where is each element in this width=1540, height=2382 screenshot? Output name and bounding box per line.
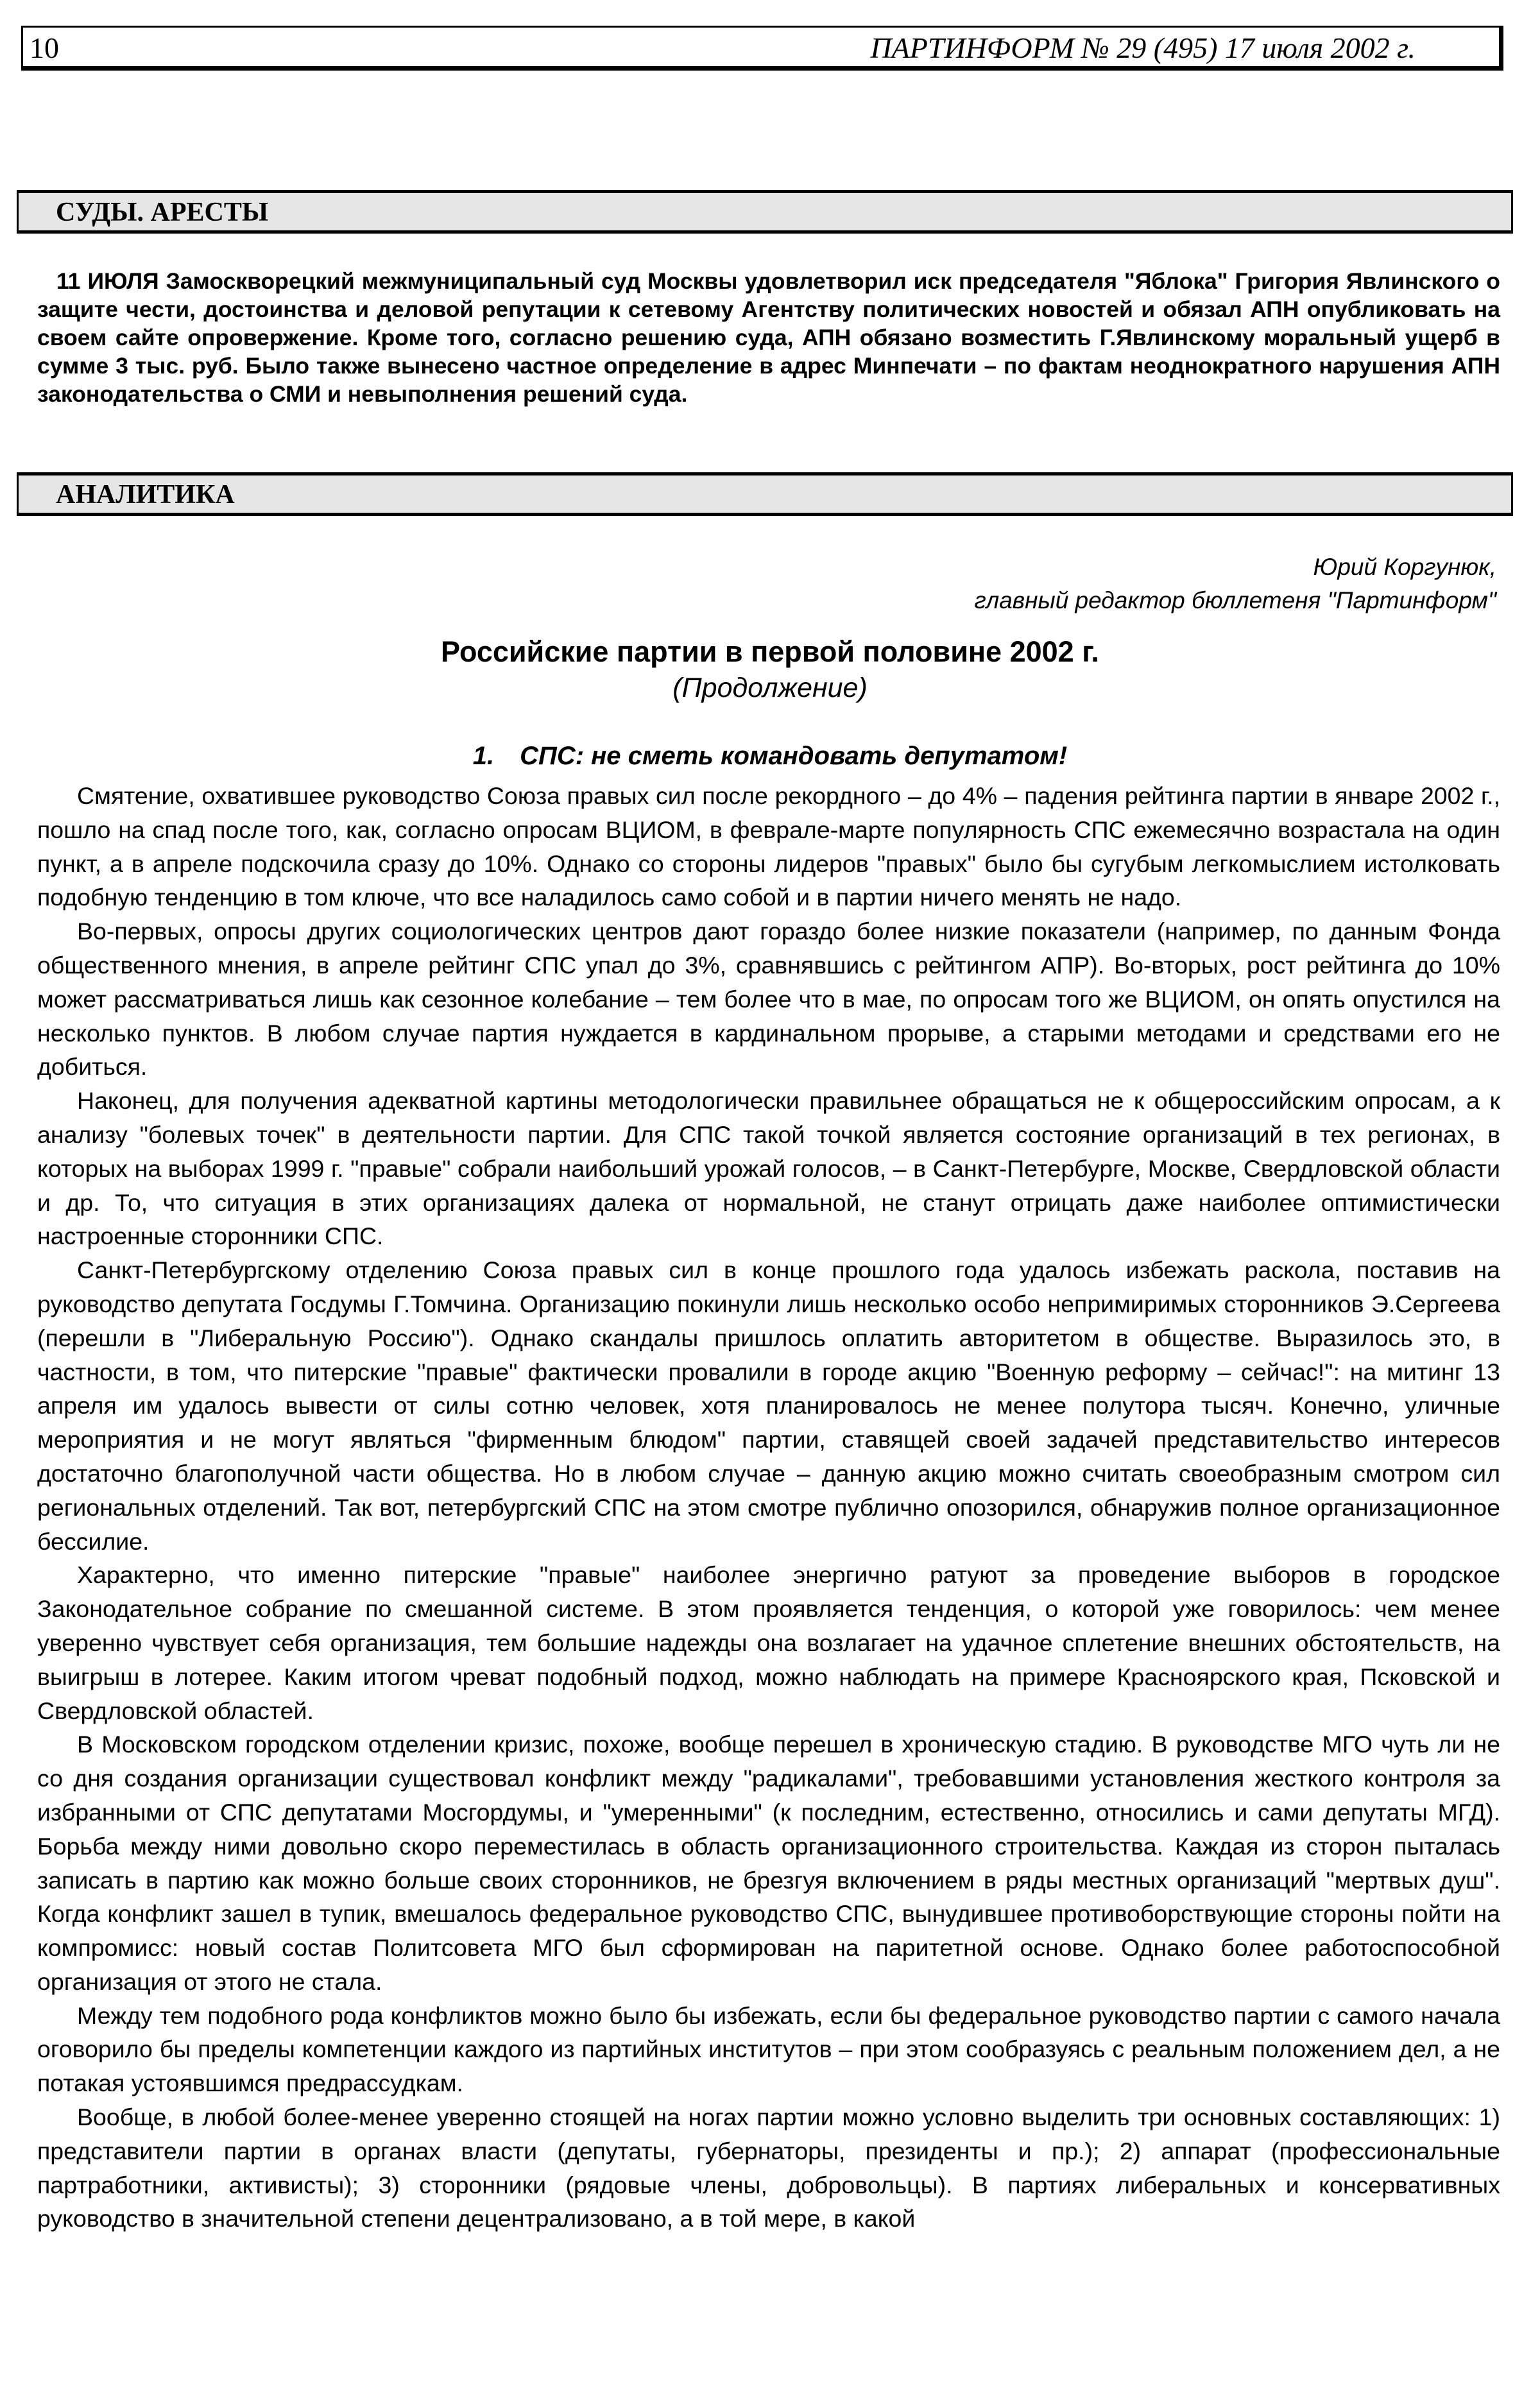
section-number: 1. [472, 742, 495, 770]
article-body [37, 779, 1500, 2236]
article-paragraph: Наконец, для получения адекватной картины методологически правильнее обращаться не к общероссийским опросам, а к анализу "болевых точек" в деятельности партии. Для СПС такой точкой является состояние организаций в тех регионах, в которых на выборах 1999 г. "правые" собрали наибольший урожай голосов, – в Санкт-Петербурге, Москве, Свердловской области и др. То, что ситуация в этих организациях далека от нормальной, не станут отрицать даже наиболее оптимистически настроенные сторонники СПС. [37, 1087, 1500, 1250]
section-title-analytics: АНАЛИТИКА [56, 480, 235, 510]
article-section-heading [0, 739, 1540, 773]
page-header [21, 26, 1503, 71]
article-title: Российские партии в первой половине 2002 г. [441, 635, 1099, 668]
section-header-courts [17, 190, 1513, 234]
article-byline [975, 551, 1496, 617]
courts-news-block [37, 267, 1500, 408]
author-role: главный редактор бюллетеня "Партинформ" [974, 587, 1496, 613]
section-heading-text: СПС: не сметь командовать депутатом! [520, 742, 1068, 770]
page-number: 10 [30, 31, 59, 64]
courts-paragraph: 11 ИЮЛЯ Замоскворецкий межмуниципальный суд Москвы удовлетворил иск председателя "Яблока" Григория Явлинского о защите чести, достоинства и деловой репутации к сетевому Агентству политических новостей и обязал АПН опубликовать на своем сайте опровержение. Кроме того, согласно решению суда, АПН обязано возместить Г.Явлинскому моральный ущерб в сумме 3 тыс. руб. Было также вынесено частное определение в адрес Минпечати – по фактам неоднократного нарушения АПН законодательства о СМИ и невыполнения решений суда. [37, 268, 1500, 407]
article-paragraph: В Московском городском отделении кризис, похоже, вообще перешел в хроническую стадию. В руководстве МГО чуть ли не со дня создания организации существовал конфликт между "радикалами", требовавшими установления жесткого контроля за избранными от СПС депутатами Мосгордумы, и "умеренными" (к последним, естественно, относились и сами депутаты МГД). Борьба между ними довольно скоро переместилась в область организационного строительства. Каждая из сторон пыталась записать в партию как можно больше своих сторонников, не брезгуя включением в ряды местных организаций "мертвых душ". Когда конфликт зашел в тупик, вмешалось федеральное руководство СПС, вынудившее противоборствующие стороны пойти на компромисс: новый состав Политсовета МГО был сформирован на паритетной основе. Однако более работоспособной организация от этого не стала. [37, 1731, 1500, 1995]
article-paragraph: Характерно, что именно питерские "правые" наиболее энергично ратуют за проведение выборов в городское Законодательное собрание по смешанной системе. В этом проявляется тенденция, о которой уже говорилось: чем менее уверенно чувствует себя организация, тем большие надежды она возлагает на удачное сплетение внешних обстоятельств, на выигрыш в лотерее. Каким итогом чреват подобный подход, можно наблюдать на примере Красноярского края, Псковской и Свердловской областей. [37, 1561, 1500, 1724]
section-header-analytics [17, 472, 1513, 516]
article-paragraph: Смятение, охватившее руководство Союза правых сил после рекордного – до 4% – падения рейтинга партии в январе 2002 г., пошло на спад после того, как, согласно опросам ВЦИОМ, в феврале-марте популярность СПС ежемесячно возрастала на один пункт, а в апреле подскочила сразу до 10%. Однако со стороны лидеров "правых" было бы сугубым легкомыслием истолковать подобную тенденцию в том ключе, что все наладилось само собой и в партии ничего менять не надо. [37, 782, 1500, 911]
author-name: Юрий Коргунюк, [1313, 554, 1496, 580]
section-title-courts: СУДЫ. АРЕСТЫ [56, 198, 269, 227]
article-paragraph: Санкт-Петербургскому отделению Союза правых сил в конце прошлого года удалось избежать раскола, поставив на руководство депутата Госдумы Г.Томчина. Организацию покинули лишь несколько особо непримиримых сторонников Э.Сергеева (перешли в "Либеральную Россию"). Однако скандалы пришлось оплатить авторитетом в обществе. Выразилось это, в частности, в том, что питерские "правые" фактически провалили в городе акцию "Военную реформу – сейчас!": на митинг 13 апреля им удалось вывести от силы сотню человек, хотя планировалось не менее полутора тысяч. Конечно, уличные мероприятия и не могут являться "фирменным блюдом" партии, ставящей своей задачей представительство интересов достаточно благополучной части общества. Но в любом случае – данную акцию можно считать своеобразным смотром сил региональных отделений. Так вот, петербургский СПС на этом смотре публично опозорился, обнаружив полное организационное бессилие. [37, 1256, 1500, 1555]
publication-title: ПАРТИНФОРМ № 29 (495) 17 июля 2002 г. [870, 31, 1416, 64]
article-subtitle: (Продолжение) [672, 673, 868, 703]
article-paragraph: Во-первых, опросы других социологических центров дают гораздо более низкие показатели (например, по данным Фонда общественного мнения, в апреле рейтинг СПС упал до 3%, сравнявшись с рейтингом АПР). Во-вторых, рост рейтинга до 10% может рассматриваться лишь как сезонное колебание – тем более что в мае, по опросам того же ВЦИОМ, он опять опустился на несколько пунктов. В любом случае партия нуждается в кардинальном прорыве, а старыми методами и средствами его не добиться. [37, 918, 1500, 1081]
article-paragraph: Между тем подобного рода конфликтов можно было бы избежать, если бы федеральное руководство партии с самого начала оговорило бы пределы компетенции каждого из партийных институтов – при этом сообразуясь с реальным положением дел, а не потакая устоявшимся предрассудкам. [37, 2001, 1500, 2097]
article-paragraph: Вообще, в любой более-менее уверенно стоящей на ногах партии можно условно выделить три основных составляющих: 1) представители партии в органах власти (депутаты, губернаторы, президенты и пр.); 2) аппарат (профессиональные партработники, активисты); 3) сторонники (рядовые члены, добровольцы). В партиях либеральных и консервативных руководство в значительной степени децентрализовано, а в той мере, в какой [37, 2104, 1500, 2232]
